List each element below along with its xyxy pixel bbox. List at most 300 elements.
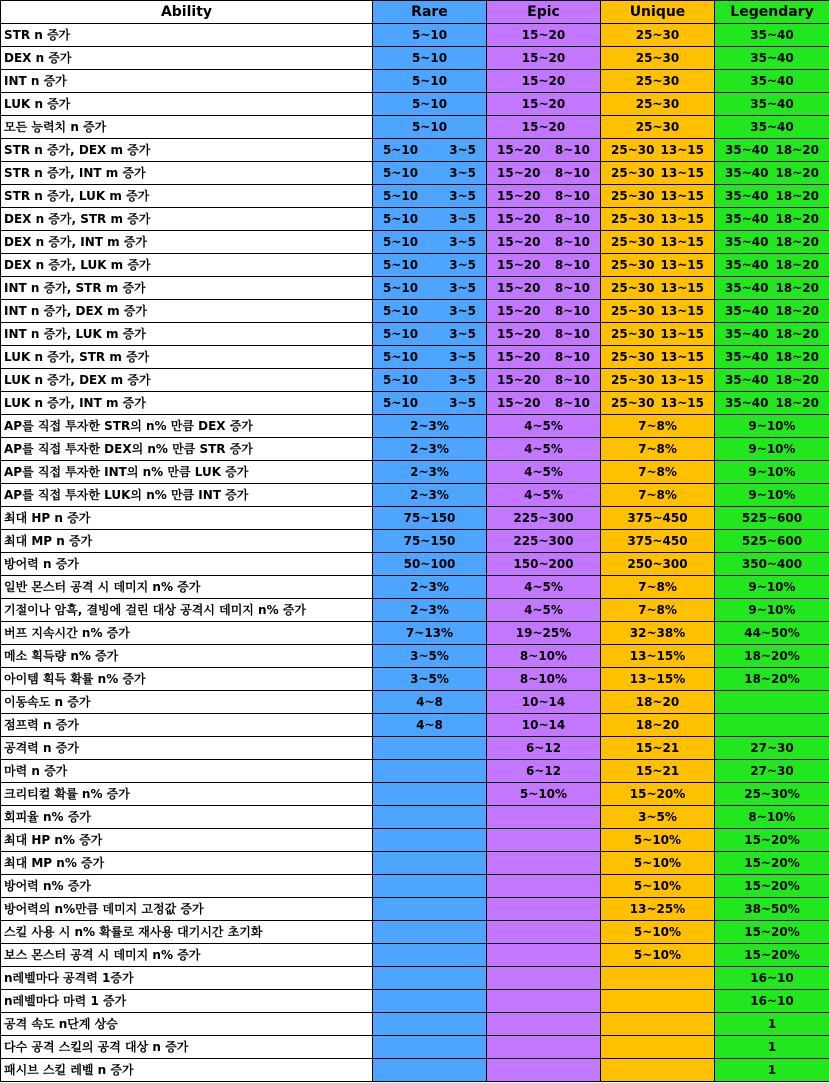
legendary-value: 1 bbox=[767, 1017, 777, 1031]
table-row bbox=[1, 530, 829, 553]
unique-value: 13~15 bbox=[660, 304, 704, 318]
ability-cell: LUK n 증가, DEX m 증가 bbox=[1, 369, 373, 392]
epic-cell bbox=[487, 461, 601, 484]
ability-cell: 스킬 사용 시 n% 확률로 재사용 대기시간 초기화 bbox=[1, 921, 373, 944]
rare-cell bbox=[373, 921, 487, 944]
table-row bbox=[1, 967, 829, 990]
epic-cell bbox=[487, 254, 601, 277]
table-row bbox=[1, 1036, 829, 1059]
table-row bbox=[1, 806, 829, 829]
table-row bbox=[1, 208, 829, 231]
epic-value: 8~10 bbox=[554, 327, 590, 341]
unique-value: 25~30 bbox=[635, 97, 680, 111]
legendary-value: 35~40 bbox=[725, 350, 769, 364]
epic-value: 4~5% bbox=[524, 488, 563, 502]
legendary-value-pair bbox=[715, 208, 829, 230]
ability-cell: 보스 몬스터 공격 시 데미지 n% 증가 bbox=[1, 944, 373, 967]
legendary-cell bbox=[715, 47, 829, 70]
unique-cell bbox=[601, 116, 715, 139]
epic-value: 225~300 bbox=[513, 534, 574, 548]
legendary-cell bbox=[715, 461, 829, 484]
unique-cell bbox=[601, 1013, 715, 1036]
legendary-value-pair bbox=[715, 162, 829, 184]
unique-value: 25~30 bbox=[611, 166, 655, 180]
rare-cell bbox=[373, 737, 487, 760]
rare-value bbox=[373, 1059, 486, 1081]
table-row bbox=[1, 323, 829, 346]
table-row bbox=[1, 553, 829, 576]
unique-cell bbox=[601, 921, 715, 944]
rare-value: 3~5 bbox=[449, 189, 476, 203]
ability-cell: STR n 증가 bbox=[1, 24, 373, 47]
legendary-cell bbox=[715, 875, 829, 898]
epic-value: 15~20 bbox=[521, 74, 566, 88]
legendary-value: 35~40 bbox=[725, 281, 769, 295]
table-row bbox=[1, 990, 829, 1013]
ability-cell: LUK n 증가, INT m 증가 bbox=[1, 392, 373, 415]
unique-value-pair bbox=[601, 139, 714, 161]
table-row bbox=[1, 921, 829, 944]
table-row bbox=[1, 668, 829, 691]
rare-cell bbox=[373, 438, 487, 461]
unique-cell bbox=[601, 438, 715, 461]
table-row bbox=[1, 369, 829, 392]
rare-value: 5~10 bbox=[383, 258, 419, 272]
unique-value: 25~30 bbox=[611, 350, 655, 364]
ability-cell: LUK n 증가, STR m 증가 bbox=[1, 346, 373, 369]
epic-cell bbox=[487, 530, 601, 553]
legendary-value-pair bbox=[715, 300, 829, 322]
unique-value bbox=[601, 990, 714, 1012]
unique-value: 5~10% bbox=[633, 948, 682, 962]
rare-cell bbox=[373, 231, 487, 254]
unique-value: 25~30 bbox=[611, 327, 655, 341]
rare-cell bbox=[373, 691, 487, 714]
unique-cell bbox=[601, 507, 715, 530]
unique-value: 25~30 bbox=[635, 51, 680, 65]
table-row bbox=[1, 1059, 829, 1082]
legendary-value: 9~10% bbox=[748, 488, 796, 502]
legendary-value: 18~20 bbox=[775, 327, 819, 341]
unique-value: 25~30 bbox=[611, 396, 655, 410]
unique-value: 13~15 bbox=[660, 396, 704, 410]
unique-cell bbox=[601, 415, 715, 438]
rare-value-pair bbox=[373, 369, 486, 391]
ability-cell: AP를 직접 투자한 INT의 n% 만큼 LUK 증가 bbox=[1, 461, 373, 484]
legendary-value: 38~50% bbox=[744, 902, 800, 916]
rare-value bbox=[373, 1036, 486, 1058]
ability-cell: 일반 몬스터 공격 시 데미지 n% 증가 bbox=[1, 576, 373, 599]
epic-value: 8~10 bbox=[554, 235, 590, 249]
epic-value bbox=[487, 829, 600, 851]
legendary-value: 18~20 bbox=[775, 304, 819, 318]
rare-cell bbox=[373, 875, 487, 898]
unique-value: 5~10% bbox=[633, 856, 682, 870]
table-row bbox=[1, 461, 829, 484]
legendary-value: 9~10% bbox=[748, 465, 796, 479]
epic-value: 15~20 bbox=[497, 350, 541, 364]
ability-cell: 크리티컬 확률 n% 증가 bbox=[1, 783, 373, 806]
epic-cell bbox=[487, 369, 601, 392]
legendary-value: 9~10% bbox=[748, 603, 796, 617]
epic-value bbox=[487, 852, 600, 874]
epic-value: 8~10 bbox=[554, 258, 590, 272]
rare-value: 3~5 bbox=[449, 396, 476, 410]
unique-cell bbox=[601, 645, 715, 668]
unique-value: 25~30 bbox=[635, 74, 680, 88]
epic-value: 15~20 bbox=[521, 120, 566, 134]
unique-value: 18~20 bbox=[635, 695, 680, 709]
unique-value-pair bbox=[601, 392, 714, 414]
ability-rows bbox=[1, 24, 829, 1082]
epic-cell bbox=[487, 691, 601, 714]
unique-cell bbox=[601, 990, 715, 1013]
ability-cell: 다수 공격 스킬의 공격 대상 n 증가 bbox=[1, 1036, 373, 1059]
rare-cell bbox=[373, 162, 487, 185]
legendary-value: 1 bbox=[767, 1040, 777, 1054]
epic-value bbox=[487, 1013, 600, 1035]
unique-cell bbox=[601, 162, 715, 185]
legendary-value: 35~40 bbox=[725, 143, 769, 157]
unique-value-pair bbox=[601, 208, 714, 230]
rare-cell bbox=[373, 116, 487, 139]
unique-cell bbox=[601, 760, 715, 783]
rare-cell bbox=[373, 1059, 487, 1082]
unique-cell bbox=[601, 1059, 715, 1082]
legendary-value bbox=[715, 714, 829, 736]
legendary-cell bbox=[715, 737, 829, 760]
legendary-value: 350~400 bbox=[741, 557, 803, 571]
ability-cell: AP를 직접 투자한 LUK의 n% 만큼 INT 증가 bbox=[1, 484, 373, 507]
unique-value: 25~30 bbox=[635, 120, 680, 134]
rare-value: 5~10 bbox=[383, 327, 419, 341]
rare-value bbox=[373, 967, 486, 989]
rare-value bbox=[373, 852, 486, 874]
epic-cell bbox=[487, 645, 601, 668]
unique-cell bbox=[601, 852, 715, 875]
legendary-cell bbox=[715, 898, 829, 921]
ability-cell: 공격력 n 증가 bbox=[1, 737, 373, 760]
epic-value-pair bbox=[487, 162, 600, 184]
unique-value: 25~30 bbox=[611, 212, 655, 226]
epic-value: 15~20 bbox=[497, 281, 541, 295]
unique-value-pair bbox=[601, 231, 714, 253]
unique-cell bbox=[601, 944, 715, 967]
rare-cell bbox=[373, 553, 487, 576]
rare-value: 3~5 bbox=[449, 235, 476, 249]
rare-value bbox=[373, 783, 486, 805]
unique-value: 13~15 bbox=[660, 189, 704, 203]
epic-value: 8~10 bbox=[554, 281, 590, 295]
rare-cell bbox=[373, 185, 487, 208]
epic-value bbox=[487, 806, 600, 828]
epic-cell bbox=[487, 714, 601, 737]
table-row bbox=[1, 162, 829, 185]
unique-value: 15~21 bbox=[635, 741, 680, 755]
table-row bbox=[1, 415, 829, 438]
epic-cell bbox=[487, 300, 601, 323]
table-row bbox=[1, 714, 829, 737]
unique-cell bbox=[601, 346, 715, 369]
ability-cell: INT n 증가, LUK m 증가 bbox=[1, 323, 373, 346]
unique-value: 13~15 bbox=[660, 258, 704, 272]
epic-cell bbox=[487, 668, 601, 691]
unique-value: 25~30 bbox=[611, 304, 655, 318]
ability-cell: DEX n 증가, INT m 증가 bbox=[1, 231, 373, 254]
ability-cell: 메소 획득량 n% 증가 bbox=[1, 645, 373, 668]
legendary-value: 35~40 bbox=[750, 120, 794, 134]
legendary-cell bbox=[715, 392, 829, 415]
rare-cell bbox=[373, 990, 487, 1013]
rare-value: 3~5 bbox=[449, 143, 476, 157]
rare-value-pair bbox=[373, 277, 486, 299]
rare-cell bbox=[373, 599, 487, 622]
legendary-value: 35~40 bbox=[725, 235, 769, 249]
epic-value-pair bbox=[487, 277, 600, 299]
unique-cell bbox=[601, 967, 715, 990]
unique-value: 25~30 bbox=[611, 281, 655, 295]
table-row bbox=[1, 760, 829, 783]
unique-value: 25~30 bbox=[635, 28, 680, 42]
rare-value: 5~10 bbox=[383, 143, 419, 157]
rare-value: 3~5 bbox=[449, 166, 476, 180]
epic-value: 150~200 bbox=[513, 557, 574, 571]
unique-value: 7~8% bbox=[638, 442, 677, 456]
ability-cell: DEX n 증가, LUK m 증가 bbox=[1, 254, 373, 277]
rare-value: 5~10 bbox=[383, 373, 419, 387]
legendary-cell bbox=[715, 967, 829, 990]
legendary-value: 18~20 bbox=[775, 212, 819, 226]
unique-cell bbox=[601, 691, 715, 714]
epic-cell bbox=[487, 1036, 601, 1059]
epic-value: 8~10 bbox=[554, 212, 590, 226]
legendary-value: 35~40 bbox=[750, 74, 794, 88]
rare-cell bbox=[373, 898, 487, 921]
table-row bbox=[1, 116, 829, 139]
epic-cell bbox=[487, 277, 601, 300]
unique-value: 13~15 bbox=[660, 327, 704, 341]
epic-value bbox=[487, 944, 600, 966]
ability-cell: INT n 증가, STR m 증가 bbox=[1, 277, 373, 300]
epic-cell bbox=[487, 852, 601, 875]
epic-value: 15~20 bbox=[497, 327, 541, 341]
unique-cell bbox=[601, 806, 715, 829]
unique-cell bbox=[601, 185, 715, 208]
legendary-cell bbox=[715, 645, 829, 668]
epic-cell bbox=[487, 162, 601, 185]
table-row bbox=[1, 484, 829, 507]
unique-cell bbox=[601, 1036, 715, 1059]
ability-cell: AP를 직접 투자한 DEX의 n% 만큼 STR 증가 bbox=[1, 438, 373, 461]
legendary-value-pair bbox=[715, 277, 829, 299]
epic-value bbox=[487, 990, 600, 1012]
unique-value bbox=[601, 1036, 714, 1058]
unique-cell bbox=[601, 93, 715, 116]
unique-cell bbox=[601, 254, 715, 277]
legendary-cell bbox=[715, 691, 829, 714]
epic-value: 8~10 bbox=[554, 304, 590, 318]
rare-cell bbox=[373, 369, 487, 392]
unique-cell bbox=[601, 70, 715, 93]
rare-value: 5~10 bbox=[411, 51, 448, 65]
legendary-value: 25~30% bbox=[744, 787, 800, 801]
epic-value-pair bbox=[487, 392, 600, 414]
rare-cell bbox=[373, 300, 487, 323]
epic-cell bbox=[487, 438, 601, 461]
legendary-value: 35~40 bbox=[725, 166, 769, 180]
ability-cell: INT n 증가, DEX m 증가 bbox=[1, 300, 373, 323]
rare-cell bbox=[373, 645, 487, 668]
legendary-value: 15~20% bbox=[744, 879, 800, 893]
rare-value: 75~150 bbox=[403, 534, 456, 548]
legendary-cell bbox=[715, 185, 829, 208]
epic-cell bbox=[487, 93, 601, 116]
unique-value: 250~300 bbox=[627, 557, 688, 571]
epic-value: 8~10 bbox=[554, 396, 590, 410]
epic-cell bbox=[487, 576, 601, 599]
epic-cell bbox=[487, 990, 601, 1013]
epic-value: 8~10 bbox=[554, 350, 590, 364]
unique-value: 375~450 bbox=[627, 511, 688, 525]
table-row bbox=[1, 622, 829, 645]
rare-cell bbox=[373, 530, 487, 553]
rare-value: 75~150 bbox=[403, 511, 456, 525]
epic-value: 15~20 bbox=[497, 304, 541, 318]
legendary-cell bbox=[715, 553, 829, 576]
unique-value: 5~10% bbox=[633, 879, 682, 893]
table-row bbox=[1, 438, 829, 461]
header-ability: Ability bbox=[1, 1, 373, 24]
rare-value: 2~3% bbox=[410, 465, 449, 479]
rare-value-pair bbox=[373, 231, 486, 253]
rare-cell bbox=[373, 277, 487, 300]
unique-value: 13~15 bbox=[660, 166, 704, 180]
unique-value: 25~30 bbox=[611, 235, 655, 249]
unique-cell bbox=[601, 24, 715, 47]
rare-value: 2~3% bbox=[410, 580, 449, 594]
rare-value-pair bbox=[373, 185, 486, 207]
rare-cell bbox=[373, 461, 487, 484]
epic-value bbox=[487, 921, 600, 943]
epic-value bbox=[487, 967, 600, 989]
legendary-value: 18~20 bbox=[775, 189, 819, 203]
epic-value: 6~12 bbox=[525, 741, 562, 755]
unique-value: 15~20% bbox=[629, 787, 686, 801]
table-row bbox=[1, 277, 829, 300]
ability-cell: 버프 지속시간 n% 증가 bbox=[1, 622, 373, 645]
unique-value-pair bbox=[601, 369, 714, 391]
rare-value: 2~3% bbox=[410, 488, 449, 502]
legendary-value: 9~10% bbox=[748, 442, 796, 456]
legendary-cell bbox=[715, 1059, 829, 1082]
epic-value-pair bbox=[487, 139, 600, 161]
unique-cell bbox=[601, 300, 715, 323]
table-row bbox=[1, 829, 829, 852]
unique-value: 13~15 bbox=[660, 281, 704, 295]
rare-cell bbox=[373, 668, 487, 691]
rare-value-pair bbox=[373, 300, 486, 322]
rare-value: 5~10 bbox=[383, 166, 419, 180]
rare-value-pair bbox=[373, 254, 486, 276]
rare-value-pair bbox=[373, 139, 486, 161]
rare-cell bbox=[373, 944, 487, 967]
epic-cell bbox=[487, 484, 601, 507]
unique-cell bbox=[601, 392, 715, 415]
rare-cell bbox=[373, 70, 487, 93]
unique-cell bbox=[601, 553, 715, 576]
rare-value bbox=[373, 1013, 486, 1035]
legendary-value: 35~40 bbox=[725, 373, 769, 387]
rare-cell bbox=[373, 714, 487, 737]
rare-value: 3~5% bbox=[410, 672, 449, 686]
table-row bbox=[1, 231, 829, 254]
legendary-value: 18~20 bbox=[775, 235, 819, 249]
epic-cell bbox=[487, 760, 601, 783]
rare-value: 3~5 bbox=[449, 304, 476, 318]
legendary-value: 18~20% bbox=[744, 672, 800, 686]
legendary-value: 44~50% bbox=[744, 626, 800, 640]
unique-value: 13~15% bbox=[629, 672, 686, 686]
epic-value: 8~10 bbox=[554, 166, 590, 180]
rare-cell bbox=[373, 47, 487, 70]
ability-cell: 패시브 스킬 레벨 n 증가 bbox=[1, 1059, 373, 1082]
ability-cell: INT n 증가 bbox=[1, 70, 373, 93]
epic-value: 8~10% bbox=[519, 649, 568, 663]
unique-value: 13~25% bbox=[629, 902, 686, 916]
rare-value: 2~3% bbox=[410, 419, 449, 433]
epic-value-pair bbox=[487, 346, 600, 368]
legendary-cell bbox=[715, 921, 829, 944]
epic-value: 4~5% bbox=[524, 442, 563, 456]
ability-cell: n레벨마다 마력 1 증가 bbox=[1, 990, 373, 1013]
unique-cell bbox=[601, 599, 715, 622]
epic-cell bbox=[487, 185, 601, 208]
legendary-cell bbox=[715, 93, 829, 116]
table-row bbox=[1, 507, 829, 530]
ability-cell: STR n 증가, DEX m 증가 bbox=[1, 139, 373, 162]
legendary-cell bbox=[715, 70, 829, 93]
epic-value-pair bbox=[487, 323, 600, 345]
epic-cell bbox=[487, 346, 601, 369]
rare-value: 3~5 bbox=[449, 212, 476, 226]
rare-value: 5~10 bbox=[383, 304, 419, 318]
epic-cell bbox=[487, 1059, 601, 1082]
epic-value-pair bbox=[487, 208, 600, 230]
rare-value bbox=[373, 829, 486, 851]
ability-cell: 마력 n 증가 bbox=[1, 760, 373, 783]
epic-cell bbox=[487, 392, 601, 415]
unique-value: 5~10% bbox=[633, 925, 682, 939]
unique-value: 7~8% bbox=[638, 419, 677, 433]
legendary-value: 35~40 bbox=[750, 51, 794, 65]
epic-cell bbox=[487, 139, 601, 162]
legendary-value: 18~20 bbox=[775, 281, 819, 295]
ability-cell: 최대 HP n 증가 bbox=[1, 507, 373, 530]
rare-value: 5~10 bbox=[383, 350, 419, 364]
rare-cell bbox=[373, 208, 487, 231]
rare-cell bbox=[373, 622, 487, 645]
header-rare: Rare bbox=[373, 1, 487, 24]
ability-cell: 방어력 n% 증가 bbox=[1, 875, 373, 898]
rare-cell bbox=[373, 346, 487, 369]
epic-value: 15~20 bbox=[497, 235, 541, 249]
legendary-value: 16~10 bbox=[750, 971, 794, 985]
legendary-value: 18~20 bbox=[775, 143, 819, 157]
epic-value: 10~14 bbox=[521, 695, 566, 709]
rare-cell bbox=[373, 576, 487, 599]
epic-value-pair bbox=[487, 300, 600, 322]
legendary-value: 15~20% bbox=[744, 925, 800, 939]
